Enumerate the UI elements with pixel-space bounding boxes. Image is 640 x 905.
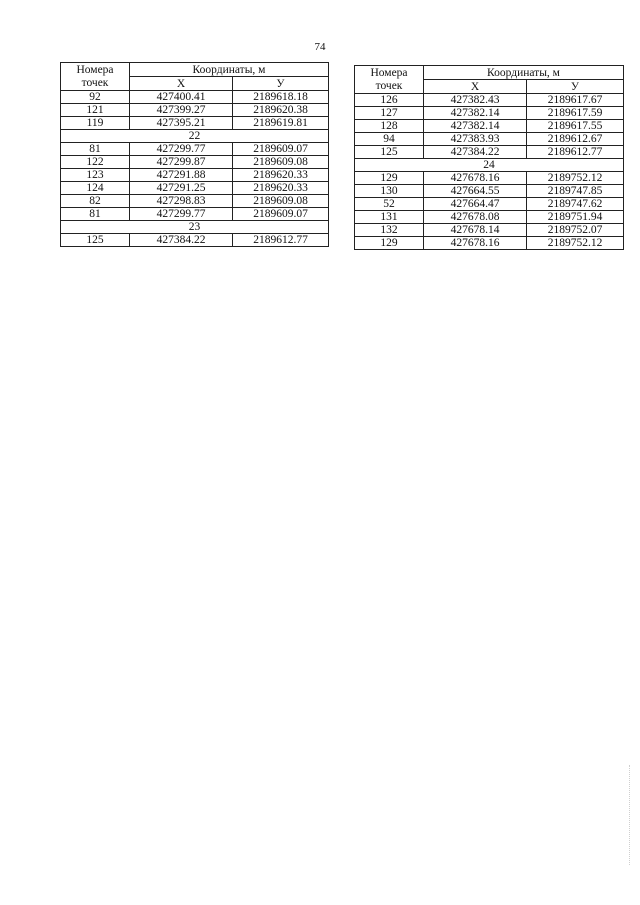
table-row [61,234,329,247]
table-row [61,117,329,130]
points-header-line2: точек [81,76,109,89]
section-number: 23 [61,221,329,234]
table-row [61,195,329,208]
points-header-line2: точек [375,79,403,92]
table-row [355,133,624,146]
x-coordinate-cell: 427664.55 [424,185,527,198]
y-coordinate-cell: 2189751.94 [527,211,624,224]
table-row [355,107,624,120]
y-coordinate-cell: 2189620.33 [233,169,329,182]
table-row [61,91,329,104]
point-number-cell: 131 [355,211,424,224]
y-coordinate-cell: 2189612.67 [527,133,624,146]
x-coordinate-cell: 427678.08 [424,211,527,224]
table-row [355,120,624,133]
table-row [355,211,624,224]
x-column-header: X [424,80,527,94]
point-number-cell: 124 [61,182,130,195]
point-number-cell: 129 [355,237,424,250]
point-number-cell: 52 [355,198,424,211]
margin-mark [629,765,630,865]
x-coordinate-cell: 427399.27 [130,104,233,117]
table-row [61,104,329,117]
table-row [61,143,329,156]
point-number-cell: 127 [355,107,424,120]
table-row [61,182,329,195]
points-column-header [355,66,424,94]
table-row [61,208,329,221]
y-coordinate-cell: 2189617.67 [527,94,624,107]
point-number-cell: 132 [355,224,424,237]
y-coordinate-cell: 2189620.33 [233,182,329,195]
point-number-cell: 81 [61,143,130,156]
points-header-line1: Номера [370,66,408,79]
point-number-cell: 129 [355,172,424,185]
section-row [61,221,329,234]
point-number-cell: 122 [61,156,130,169]
y-coordinate-cell: 2189619.81 [233,117,329,130]
table-row [61,169,329,182]
table-row [355,198,624,211]
x-coordinate-cell: 427678.14 [424,224,527,237]
y-coordinate-cell: 2189752.07 [527,224,624,237]
point-number-cell: 82 [61,195,130,208]
y-coordinate-cell: 2189609.07 [233,208,329,221]
y-coordinate-cell: 2189747.85 [527,185,624,198]
point-number-cell: 125 [355,146,424,159]
table-body-right [355,94,624,250]
y-coordinate-cell: 2189609.08 [233,156,329,169]
coordinates-header: Координаты, м [130,63,329,77]
x-coordinate-cell: 427395.21 [130,117,233,130]
x-coordinate-cell: 427383.93 [424,133,527,146]
table-row [355,224,624,237]
point-number-cell: 123 [61,169,130,182]
y-coordinate-cell: 2189612.77 [233,234,329,247]
x-coordinate-cell: 427291.25 [130,182,233,195]
y-coordinate-cell: 2189752.12 [527,172,624,185]
x-coordinate-cell: 427384.22 [130,234,233,247]
x-coordinate-cell: 427299.87 [130,156,233,169]
y-column-header: У [233,77,329,91]
y-coordinate-cell: 2189612.77 [527,146,624,159]
y-coordinate-cell: 2189609.07 [233,143,329,156]
point-number-cell: 126 [355,94,424,107]
coordinates-header: Координаты, м [424,66,624,80]
point-number-cell: 119 [61,117,130,130]
x-coordinate-cell: 427299.77 [130,208,233,221]
x-column-header: X [130,77,233,91]
table-row [355,94,624,107]
y-coordinate-cell: 2189618.18 [233,91,329,104]
point-number-cell: 81 [61,208,130,221]
point-number-cell: 92 [61,91,130,104]
x-coordinate-cell: 427382.43 [424,94,527,107]
section-number: 22 [61,130,329,143]
x-coordinate-cell: 427299.77 [130,143,233,156]
coordinates-table-right [354,65,624,250]
coordinates-table-left [60,62,329,247]
x-coordinate-cell: 427664.47 [424,198,527,211]
point-number-cell: 125 [61,234,130,247]
y-coordinate-cell: 2189609.08 [233,195,329,208]
table-row [355,185,624,198]
x-coordinate-cell: 427382.14 [424,107,527,120]
y-coordinate-cell: 2189620.38 [233,104,329,117]
page-number: 74 [314,41,326,53]
table-body-left [61,91,329,247]
x-coordinate-cell: 427382.14 [424,120,527,133]
point-number-cell: 94 [355,133,424,146]
x-coordinate-cell: 427678.16 [424,237,527,250]
point-number-cell: 128 [355,120,424,133]
y-coordinate-cell: 2189617.59 [527,107,624,120]
point-number-cell: 130 [355,185,424,198]
points-column-header [61,63,130,91]
y-coordinate-cell: 2189747.62 [527,198,624,211]
x-coordinate-cell: 427384.22 [424,146,527,159]
table-row [355,146,624,159]
x-coordinate-cell: 427400.41 [130,91,233,104]
y-column-header: У [527,80,624,94]
x-coordinate-cell: 427298.83 [130,195,233,208]
section-row [355,159,624,172]
x-coordinate-cell: 427678.16 [424,172,527,185]
x-coordinate-cell: 427291.88 [130,169,233,182]
point-number-cell: 121 [61,104,130,117]
table-row [355,172,624,185]
section-number: 24 [355,159,624,172]
points-header-line1: Номера [76,63,114,76]
section-row [61,130,329,143]
table-row [61,156,329,169]
y-coordinate-cell: 2189617.55 [527,120,624,133]
table-row [355,237,624,250]
y-coordinate-cell: 2189752.12 [527,237,624,250]
